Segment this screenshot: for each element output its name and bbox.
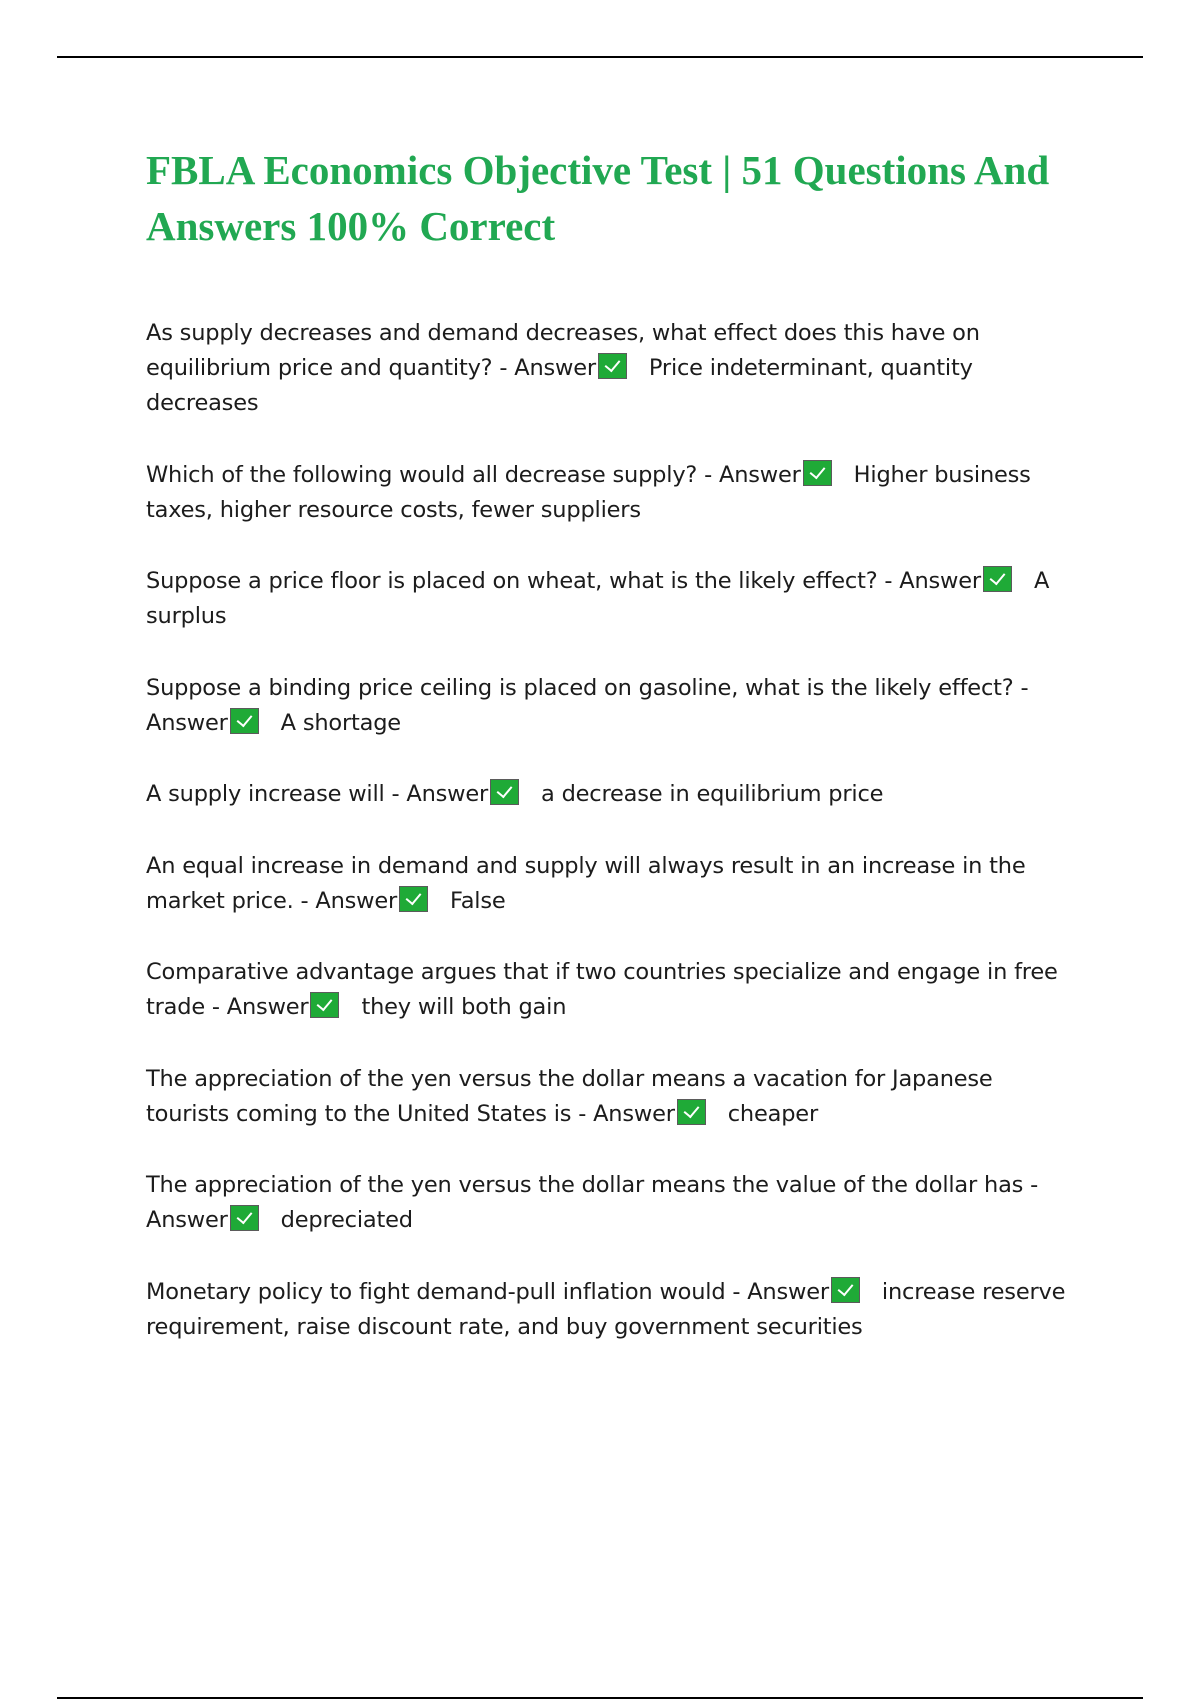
top-rule <box>57 56 1143 58</box>
answer-text: increase reserve requirement, raise discount rate, and buy government securities <box>146 1278 1066 1340</box>
qa-item <box>146 316 1081 421</box>
qa-item <box>146 1275 1081 1345</box>
question-text: An equal increase in demand and supply will always result in an increase in the market price. - Answer <box>146 852 1026 914</box>
answer-text: they will both gain <box>361 994 567 1020</box>
qa-item <box>146 564 1081 634</box>
answer-text: A surplus <box>146 568 1050 629</box>
checkmark-icon <box>983 566 1012 592</box>
answer-text: cheaper <box>727 1100 819 1127</box>
qa-item <box>146 777 1081 812</box>
qa-item <box>146 671 1081 741</box>
answer-text: False <box>450 887 506 914</box>
answer-text: Price indeterminant, quantity decreases <box>146 355 973 416</box>
question-text: Comparative advantage argues that if two countries specialize and engage in free trade - Answer <box>146 959 1058 1020</box>
qa-item <box>146 1062 1081 1132</box>
qa-item <box>146 1168 1081 1238</box>
qa-item <box>146 458 1081 528</box>
question-text: A supply increase will - Answer <box>146 781 489 807</box>
checkmark-icon <box>230 1205 259 1231</box>
qa-item <box>146 849 1081 919</box>
question-text: Suppose a price floor is placed on wheat, what is the likely effect? - Answer <box>146 568 981 594</box>
bottom-rule <box>57 1697 1143 1699</box>
document-title: FBLA Economics Objective Test | 51 Questions And Answers 100% Correct <box>146 147 1050 249</box>
checkmark-icon <box>803 460 832 486</box>
qa-item <box>146 955 1081 1025</box>
answer-text: Higher business taxes, higher resource costs, fewer suppliers <box>146 461 1031 523</box>
question-text: The appreciation of the yen versus the dollar means a vacation for Japanese tourists coming to the United States is - Answer <box>146 1065 993 1127</box>
question-text: Suppose a binding price ceiling is placed on gasoline, what is the likely effect? - Answer <box>146 674 1029 736</box>
answer-text: depreciated <box>280 1207 413 1233</box>
question-text: Monetary policy to fight demand-pull inflation would - Answer <box>146 1278 829 1305</box>
checkmark-icon <box>230 708 259 734</box>
answer-text: a decrease in equilibrium price <box>541 781 884 807</box>
qa-list <box>146 316 1081 1381</box>
checkmark-icon <box>310 992 339 1018</box>
checkmark-icon <box>677 1099 706 1125</box>
checkmark-icon <box>598 353 627 379</box>
checkmark-icon <box>399 886 428 912</box>
question-text: The appreciation of the yen versus the dollar means the value of the dollar has - Answer <box>146 1172 1039 1233</box>
answer-text: A shortage <box>280 709 401 736</box>
checkmark-icon <box>831 1277 860 1303</box>
question-text: As supply decreases and demand decreases, what effect does this have on equilibrium price and quantity? - Answer <box>146 320 980 381</box>
checkmark-icon <box>490 779 519 805</box>
question-text: Which of the following would all decrease supply? - Answer <box>146 461 801 488</box>
